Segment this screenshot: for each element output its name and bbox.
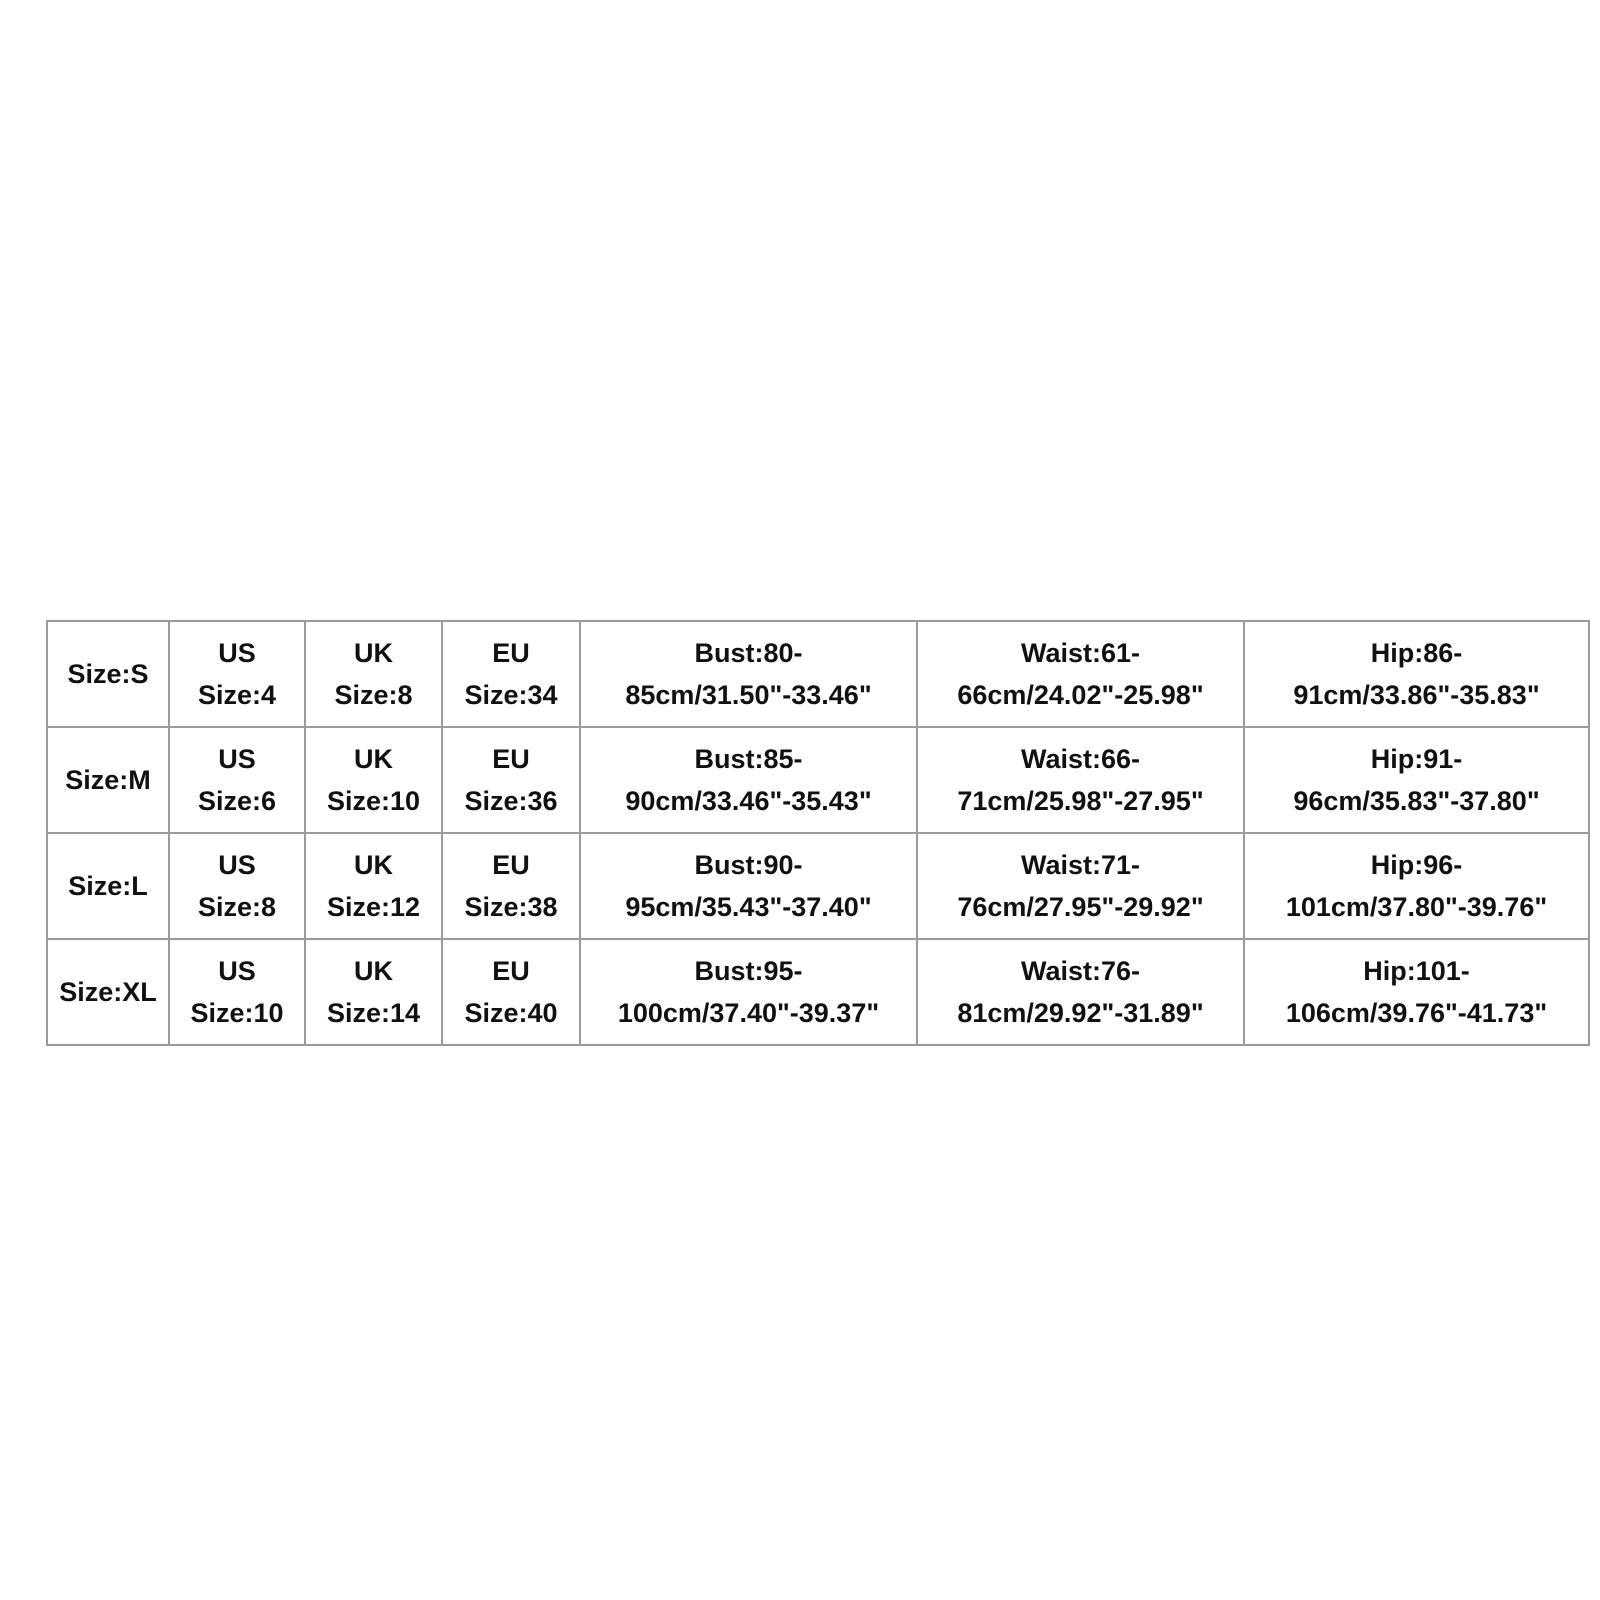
us-size-cell <box>169 939 305 1045</box>
uk-size-cell <box>305 621 442 727</box>
size-label: Size:M <box>65 765 151 795</box>
eu-size-line-2: Size:34 <box>464 680 558 710</box>
size-label: Size:L <box>68 871 148 901</box>
bust-cell <box>580 939 917 1045</box>
hip-cell <box>1244 621 1589 727</box>
bust-line-1: Bust:95- <box>694 956 803 986</box>
hip-cell <box>1244 727 1589 833</box>
hip-line-1: Hip:101- <box>1363 956 1470 986</box>
eu-size-cell <box>442 939 580 1045</box>
eu-size-line-1: EU <box>492 638 530 668</box>
bust-line-1: Bust:85- <box>694 744 803 774</box>
size-label: Size:XL <box>59 977 157 1007</box>
hip-line-1: Hip:86- <box>1370 638 1463 668</box>
uk-size-line-2: Size:12 <box>326 892 421 922</box>
hip-line-2: 96cm/35.83"-37.80" <box>1293 786 1540 816</box>
waist-line-1: Waist:71- <box>1020 850 1141 880</box>
size-label-cell <box>47 621 169 727</box>
waist-line-1: Waist:76- <box>1020 956 1141 986</box>
size-label: Size:S <box>67 659 149 689</box>
us-size-line-1: US <box>218 638 256 668</box>
bust-cell <box>580 621 917 727</box>
us-size-line-1: US <box>218 850 256 880</box>
bust-line-1: Bust:90- <box>694 850 803 880</box>
us-size-line-2: Size:4 <box>197 680 277 710</box>
bust-line-2: 85cm/31.50"-33.46" <box>625 680 872 710</box>
size-label-cell <box>47 939 169 1045</box>
uk-size-line-1: UK <box>354 638 393 668</box>
waist-line-2: 76cm/27.95"-29.92" <box>957 892 1204 922</box>
hip-cell <box>1244 833 1589 939</box>
size-row-m <box>47 727 1589 833</box>
bust-cell <box>580 727 917 833</box>
eu-size-line-2: Size:38 <box>464 892 558 922</box>
us-size-line-2: Size:6 <box>197 786 277 816</box>
waist-line-1: Waist:61- <box>1020 638 1141 668</box>
uk-size-line-2: Size:8 <box>334 680 413 710</box>
hip-cell <box>1244 939 1589 1045</box>
uk-size-cell <box>305 833 442 939</box>
uk-size-cell <box>305 727 442 833</box>
uk-size-cell <box>305 939 442 1045</box>
bust-line-1: Bust:80- <box>694 638 803 668</box>
size-chart-table <box>46 620 1590 1046</box>
hip-line-1: Hip:96- <box>1370 850 1463 880</box>
eu-size-line-2: Size:36 <box>464 786 558 816</box>
waist-line-2: 81cm/29.92"-31.89" <box>957 998 1204 1028</box>
eu-size-line-1: EU <box>492 956 530 986</box>
size-row-xl <box>47 939 1589 1045</box>
eu-size-cell <box>442 727 580 833</box>
us-size-line-2: Size:8 <box>197 892 277 922</box>
bust-line-2: 95cm/35.43"-37.40" <box>625 892 872 922</box>
bust-line-2: 100cm/37.40"-39.37" <box>617 998 880 1028</box>
bust-cell <box>580 833 917 939</box>
uk-size-line-1: UK <box>354 744 393 774</box>
size-row-s <box>47 621 1589 727</box>
hip-line-2: 106cm/39.76"-41.73" <box>1285 998 1548 1028</box>
uk-size-line-2: Size:14 <box>326 998 421 1028</box>
us-size-cell <box>169 727 305 833</box>
waist-cell <box>917 621 1244 727</box>
bust-line-2: 90cm/33.46"-35.43" <box>625 786 872 816</box>
uk-size-line-1: UK <box>354 850 393 880</box>
hip-line-2: 101cm/37.80"-39.76" <box>1285 892 1548 922</box>
waist-line-2: 71cm/25.98"-27.95" <box>957 786 1204 816</box>
hip-line-1: Hip:91- <box>1370 744 1463 774</box>
size-label-cell <box>47 727 169 833</box>
waist-line-1: Waist:66- <box>1020 744 1141 774</box>
waist-cell <box>917 939 1244 1045</box>
uk-size-line-1: UK <box>354 956 393 986</box>
eu-size-line-1: EU <box>492 744 530 774</box>
eu-size-cell <box>442 621 580 727</box>
us-size-cell <box>169 621 305 727</box>
uk-size-line-2: Size:10 <box>326 786 421 816</box>
us-size-cell <box>169 833 305 939</box>
waist-cell <box>917 833 1244 939</box>
hip-line-2: 91cm/33.86"-35.83" <box>1293 680 1540 710</box>
eu-size-line-1: EU <box>492 850 530 880</box>
us-size-line-1: US <box>218 956 256 986</box>
eu-size-cell <box>442 833 580 939</box>
eu-size-line-2: Size:40 <box>464 998 558 1028</box>
us-size-line-1: US <box>218 744 256 774</box>
waist-line-2: 66cm/24.02"-25.98" <box>957 680 1204 710</box>
us-size-line-2: Size:10 <box>190 998 284 1028</box>
size-label-cell <box>47 833 169 939</box>
size-row-l <box>47 833 1589 939</box>
waist-cell <box>917 727 1244 833</box>
